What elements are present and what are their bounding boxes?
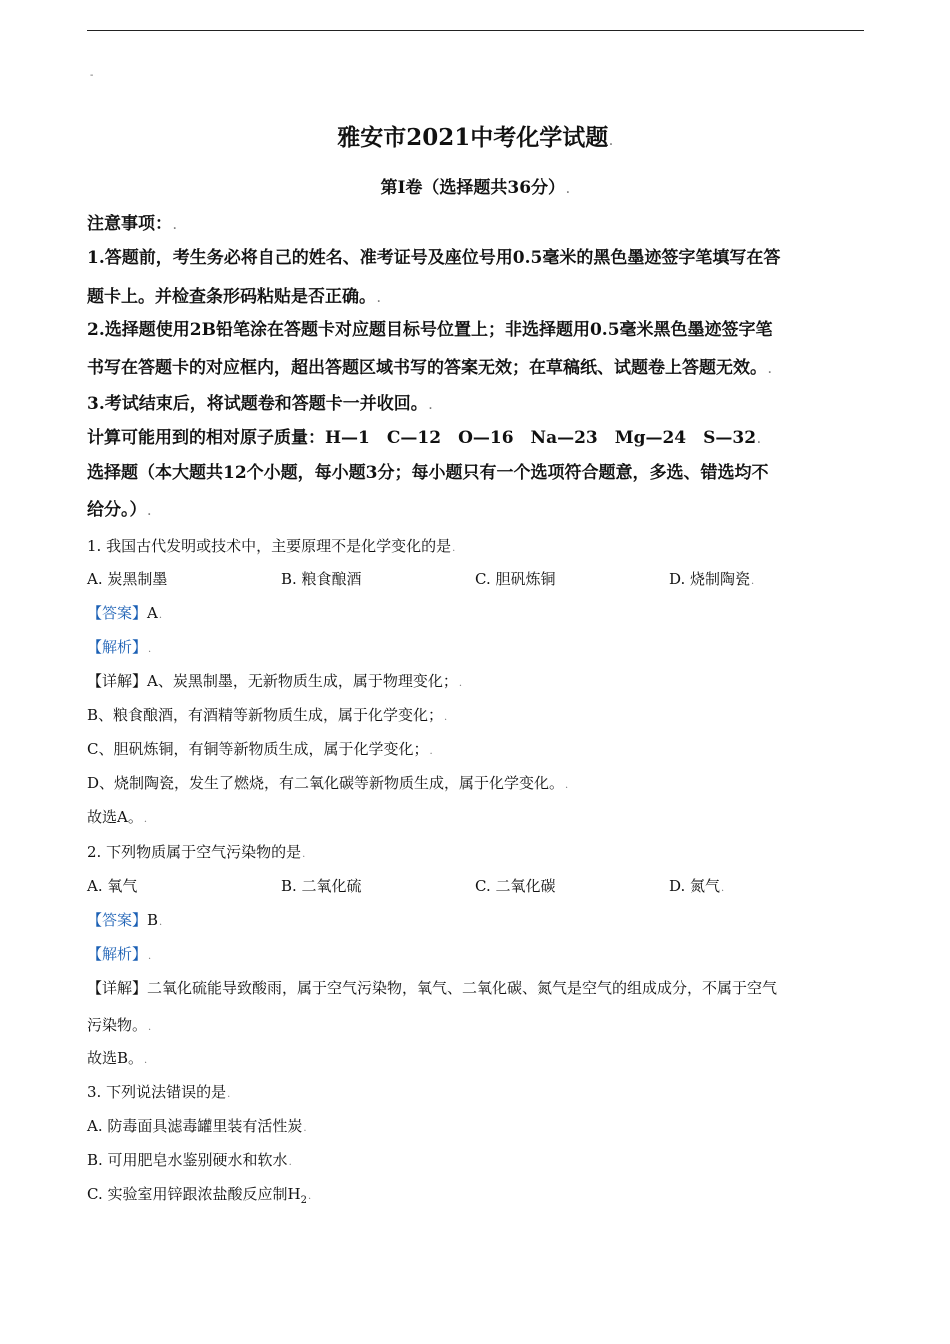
notice-line-3: 3.考试结束后，将试题卷和答题卡一并收回。. [87, 394, 433, 414]
atomic-mass-line: 计算可能用到的相对原子质量：H—1 C—12 O—16 Na—23 Mg—24 S—32. [87, 428, 761, 448]
q1-option-d: D. 烧制陶瓷. [669, 570, 755, 588]
notice-line-2a: 2.选择题使用2B铅笔涂在答题卡对应题目标号位置上；非选择题用0.5毫米黑色墨迹签字笔 [87, 320, 773, 340]
q2-detail-2: 污染物。. [87, 1016, 152, 1034]
q1-answer: 【答案】A. [87, 604, 163, 622]
q2-option-a: A. 氧气 [87, 877, 138, 895]
q1-detail-1: 【详解】A、炭黑制墨，无新物质生成，属于物理变化；. [87, 672, 463, 690]
q2-analysis-tag: 【解析】. [87, 945, 152, 963]
q1-detail-3: C、胆矾炼铜，有铜等新物质生成，属于化学变化；. [87, 740, 433, 758]
page-subtitle: 第Ⅰ卷（选择题共36分）. [380, 178, 570, 198]
q3-stem: 3. 下列说法错误的是. [87, 1083, 231, 1101]
q2-option-b: B. 二氧化硫 [281, 877, 362, 895]
notice-line-1b: 题卡上。并检查条形码粘贴是否正确。. [87, 287, 381, 307]
q2-detail-1: 【详解】二氧化硫能导致酸雨，属于空气污染物，氧气、二氧化碳、氮气是空气的组成成分，不属于空气 [87, 979, 778, 997]
q2-option-d: D. 氮气. [669, 877, 725, 895]
q1-conclusion: 故选A。. [87, 808, 148, 826]
q1-analysis-tag: 【解析】. [87, 638, 152, 656]
notice-line-1a: 1.答题前，考生务必将自己的姓名、准考证号及座位号用0.5毫米的黑色墨迹签字笔填写在答 [87, 248, 781, 268]
q2-stem: 2. 下列物质属于空气污染物的是. [87, 843, 306, 861]
notice-line-2b: 书写在答题卡的对应框内，超出答题区域书写的答案无效；在草稿纸、试题卷上答题无效。. [87, 358, 772, 378]
section-instruction-b: 给分。）. [87, 500, 151, 520]
q1-stem: 1. 我国古代发明或技术中，主要原理不是化学变化的是. [87, 537, 456, 555]
q1-detail-2: B、粮食酿酒，有酒精等新物质生成，属于化学变化；. [87, 706, 448, 724]
header-rule [87, 30, 864, 31]
section-instruction-a: 选择题（本大题共12个小题，每小题3分；每小题只有一个选项符合题意，多选、错选均不 [87, 463, 769, 483]
q3-option-c: C. 实验室用锌跟浓盐酸反应制$H_2$. [87, 1185, 312, 1206]
q3-option-b: B. 可用肥皂水鉴别硬水和软水. [87, 1151, 292, 1169]
q1-detail-4: D、烧制陶瓷，发生了燃烧，有二氧化碳等新物质生成，属于化学变化。. [87, 774, 569, 792]
q1-option-a: A. 炭黑制墨 [87, 570, 168, 588]
notice-heading: 注意事项：. [87, 214, 177, 234]
page-title: 雅安市2021中考化学试题. [337, 124, 613, 151]
q2-option-c: C. 二氧化碳 [475, 877, 556, 895]
q3-option-a: A. 防毒面具滤毒罐里装有活性炭. [87, 1117, 307, 1135]
q2-answer: 【答案】B. [87, 911, 163, 929]
corner-mark: - [90, 70, 94, 81]
q1-option-b: B. 粮食酿酒 [281, 570, 362, 588]
q1-option-c: C. 胆矾炼铜 [475, 570, 556, 588]
q2-conclusion: 故选B。. [87, 1049, 148, 1067]
